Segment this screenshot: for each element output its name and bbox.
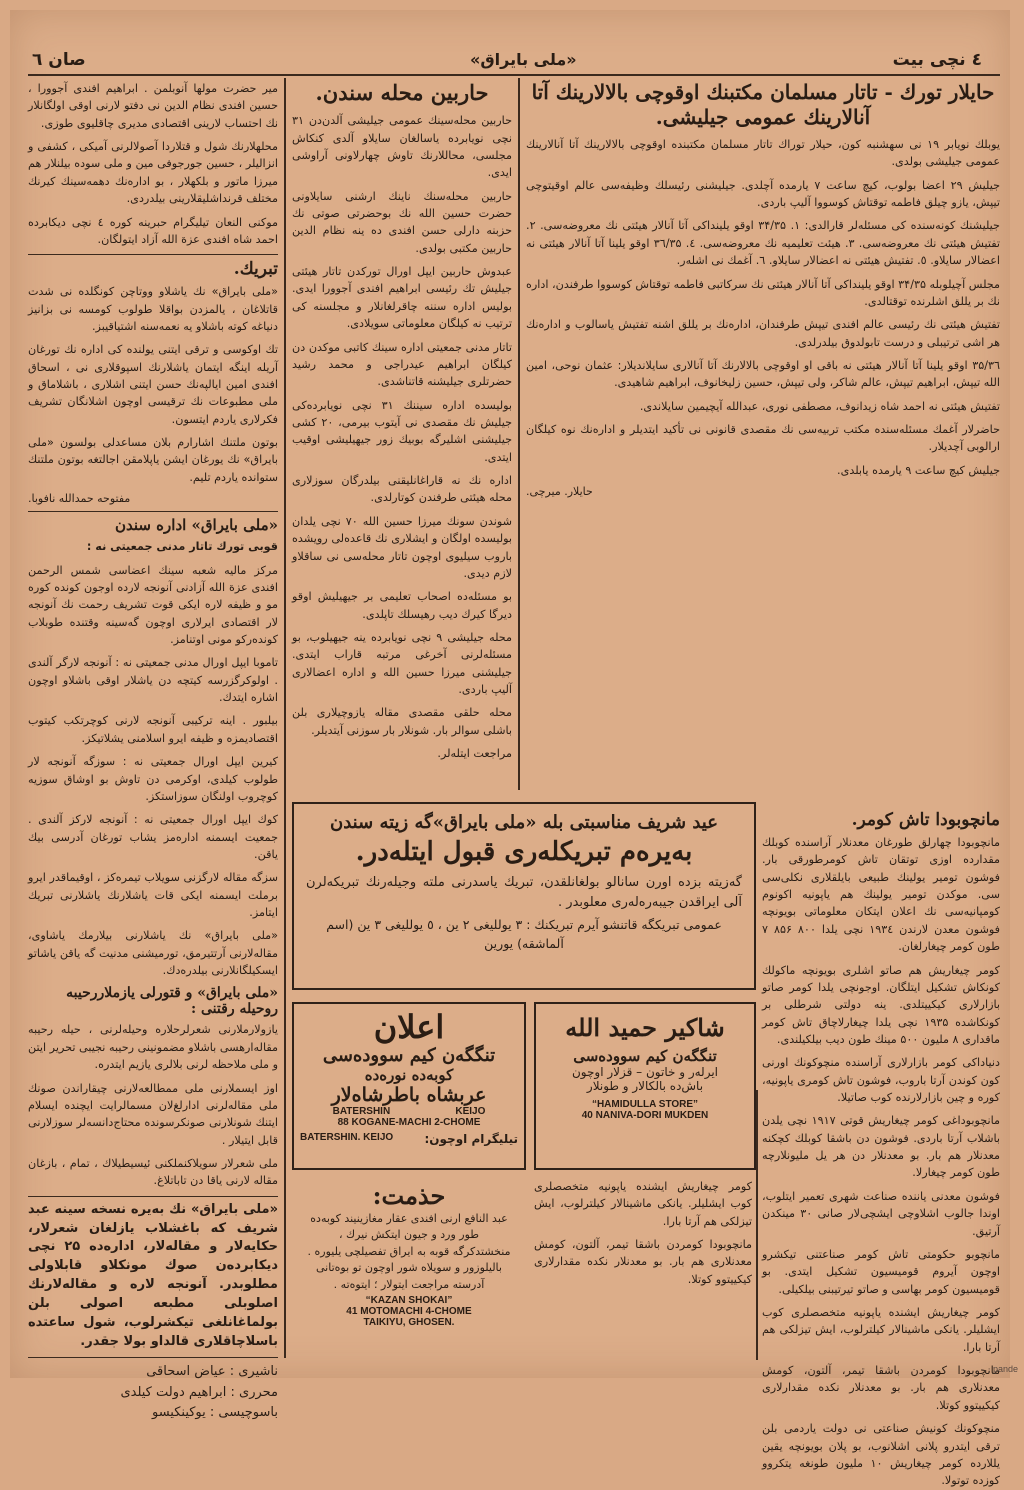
staff-printer: باسوچیسی : یوكینكیسو — [151, 1404, 278, 1420]
paragraph: منچوكونك كونیش صناعتی نی دولت یاردمی بلن ترقی ایتدرو پلانی اشلانوب، بو پلان بویونچه یقین یللارده كومر چیغاریش ۱۰ ملیون طونغه یتكروو كوزده توتولا. — [762, 1422, 1000, 1488]
paragraph: بوتون ملتنك اشارارم بلان مساعدلی بولسون «ملی بایراق» نك یورغان ایشن یاپلامقن اجالتغه بوتون ملتنك ستوانده یاردم تلیم. — [28, 436, 278, 484]
ad-line: كوبه‌ده — [411, 1066, 454, 1085]
signature: حایلار. میرچی. — [526, 485, 593, 499]
paragraph: مركز مالیه شعبه سینك اعضاسی شمس الرحمن افندی عزة الله آزادنی آنونجه لارده اوجون كونده كوره مو و ظیفه لاره ایكی قوت تشریف رحمت نك آنونجه لار اقتصادی ایرلاری اوچون گه‌سینه وقتنده طوبلاب كونده‌ركو مونی اوتنامز. — [28, 563, 278, 646]
page-number-right: ٤ نچی بیت — [892, 50, 982, 70]
society-subtitle: قوبی تورك تاتار مدنی جمعیتی نه : — [86, 540, 278, 554]
ad-latin-address: 40 NANIVA-DORI MUKDEN — [581, 1110, 709, 1122]
editorial-title: «ملی بایراق» و قتورلی یازملاررحیبه روحیله رقتنی : — [66, 985, 278, 1018]
greeting-paragraph: گه‌زیته بزده اورن سانالو بولغانلقدن، تبریك یاسدرنی ملته وجیله‌رنك تبریكه‌لرن آلی ایراقدن جیبه‌ره‌له‌ری معلوبدر . — [306, 875, 742, 910]
paragraph: بولیسده اداره سیننك ۳۱ نچی نویابرده‌كی جیلیش نك مقصدی‌ نی آیتوب بیرمی، ۲۰ كشی جیلیشنی اشلیرگه بوبیك زور جیهیلیشی اوقیب ایتدی. — [292, 398, 513, 464]
middle-column — [292, 80, 512, 792]
paragraph: مانچوبودا كومردن باشقا تیمر، آلتون، كومش معدنلاری هم بار. بو معدنلار نكده مقدارلاری كیكییتوو كوتلا. — [534, 1238, 752, 1286]
masthead-rule — [28, 74, 1000, 76]
ad-latin-address: 88 KOGANE-MACHI 2-CHOME — [337, 1117, 481, 1129]
column-divider-right — [518, 78, 520, 790]
signature: مفتوحه حمدالله نافوبا. — [28, 492, 131, 506]
newspaper-page — [10, 10, 1018, 1488]
ad-title: اعلان — [373, 1008, 445, 1046]
paragraph: یوبلك نویابر ۱۹ نی سهشنبه كون، حیلار توراك تاتار مسلمان مكتبنده اوقوچی بالالارینك آتا آنالارینك عمومی جیلیشی بولدی. — [526, 138, 1000, 169]
paragraph: یازولارملارنی شعرلرحلاره وحیله‌لرنی ، حیله رحیبه مقاله‌ارهسی باشلاو مضمونینی رحیبه نجیبی تحریر ایتن و ملی ملاحظه لرنی بلالری یازیم ایتدره. — [27, 1023, 278, 1072]
ad-telegram-latin: BATERSHIN. KEIJO — [300, 1132, 394, 1144]
paragraph: تفتیش هیئتی نك رئیسی عالم افندی تیپش طرفندان، اداره‌نك بر یللق اشنه تفتیش یاسالوب و اداره‌نك هر اشی ترتیبلی و درست تابولدوق بیلدرلدی. — [526, 318, 1000, 349]
paragraph: جیلیشنك كونه‌سنده كی مسئله‌لر قارالدی: ۱. ۳۴/۳۵ اوقو یلینداكی آتا آنالار هیئتی نك معروضه‌سی. ۲. تفتیش هیئتی نك معروضه‌سی. ۳. هیئت تعلیمیه نك معروضه‌سی. ٤. ۳٦/۳۵ اوقو یلینا آتا آنالار هیئتی نه اعضالار سایلاو. ٥. تفتیش هیئتی نه اعضالار سایلاو. ٦. آغمك نی اشله‌ر. — [526, 219, 1000, 268]
paragraph: مجلس آچیلوبله ۳۴/۳۵ اوقو یلینداكی آتا آنالار هیئتی نك سركاتبی فاطمه توقتاش كوسووا طرفندن، اداره‌ نك بر یللق اشلرنده توقتالدی. — [526, 277, 1000, 308]
ad-title: شاكیر حمید الله — [565, 1013, 725, 1042]
paragraph: مانچوبودا چهارلق طورغان معدنلار آراسنده كوبلك مقدارده اوزی توتقان تاش كومرطورقی بار. فوشون تومیر یولینك طبیعی بایلقلاری نكلی‌سی سی. موكدن تومیر یولینك هم یاپونیه اكونوم كومپانیه‌سی نك اعلان ایتكان معلوماتی بویونچه فوشون معدن لارندن ۱۹۳٤ نچی یلدا ۸۰۰ ۸۵۶ ۷ طون كومر چیغارلغان. — [762, 836, 1000, 954]
ad-service — [292, 1178, 526, 1360]
ad-line: آدرسته مراجعت ایتولار ؛ ایتوه‌ته . — [333, 1277, 485, 1291]
ad-line: نوره‌ده — [364, 1066, 407, 1085]
paragraph: میر حضرت مولها آنوبلمن . ابراهیم افندی آجوورا ، حسین افندی نظام الدین نی دفتو لارنی اوقی اولگانلار نك احتساب لارینی اقتصادی مدیری چاقلیوی طوزی. — [28, 82, 278, 130]
paragraph: تفتیش هیئتی نه احمد شاه زیدانوف، مصطفی نوری، عبدالله آیچیمین سایلاندی. — [639, 399, 1000, 413]
left-column — [27, 80, 278, 1420]
paragraph: عبدوش حاربین ایپل اورال توركدن تاتار هیئتی جیلیش تك رئیسی ابراهیم افندی آجوورا ایدی. بولیس اداره سننه چاقرلغانلار و مجلسنه كی ترتیب نه كیلگان معلوماتی سویلادی. — [292, 265, 512, 331]
greeting-title: عید شریف مناسبتی بله «ملی بایراق»گه زیته سندن — [330, 812, 718, 833]
ad-latin-name — [300, 1106, 518, 1117]
ad-title: حذمت: — [372, 1181, 446, 1210]
edge-tag: pande — [992, 1364, 1018, 1374]
ad-line: تنگگه‌ن كیم سووده‌سی — [573, 1047, 717, 1066]
greeting-offer: عمومی تبریكگه قاتنشو آیرم تبریكنك : ۳ یوللیغی ۲ ین ، ٥ یوللیغی ۳ ین (اسم آلماشقه) یورین — [326, 917, 722, 951]
page-number-left: صان ٦ — [32, 50, 86, 70]
section-rule — [28, 1196, 278, 1197]
staff-editor: محرری : ابراهیم دولت كیلدی — [120, 1384, 278, 1400]
ad-hamidulla — [534, 1002, 756, 1170]
paragraph: اوز ایسملارنی ملی ممطالعه‌لارنی چیقاراندن صونك ملی مقاله‌لرنی ادارلغ‌لان مسمالرایت ایچنده ایسلام ایتنك شونلارنی صونكرسونده محتاج‌دانسه‌لر سوزلارنی قابل ایتیلار . — [28, 1081, 278, 1147]
paragraph: كومر چیغاریش ایشنده یاپونیه متخصصلری كوب ایشلیلر. یانكی ماشینالار كیلترلوب، ایش تیزلكی هم آرتا بارا. — [762, 1305, 1000, 1354]
ad-latin-text: KEIJO — [455, 1106, 486, 1118]
greeting-main-line: به‌یره‌م تبریكله‌ری قبول ایتله‌در. — [355, 837, 693, 867]
paragraph: دنیاداكی كومر بازارلاری آراسنده منچوكونك اورنی كون كوندن آرتا باروب، فوشون تاش كومری یاپونیه، كوره و چین بازارلارنده كوب صاتیلا. — [762, 1056, 1000, 1105]
paragraph: ۳۵/۳٦ اوقو یلینا آتا آنالار هیئتی نه باقی او اوقوچی بالالارنك آتا آنالاری سایلاندیلار: عثمان نوحی، امین الله تیپش، ابراهیم تیپش، عالم شاكر، ولی تیپش، حسین زلیخانوف، ابراهیم شاهیدی. — [526, 358, 1000, 390]
paragraph: جیلیش ۲۹ اعضا بولوب، كیچ ساعت ۷ یارمده آچلدی. جیلیشنی رئیسلك وظیفه‌سی عالم اوقیتوچی تیپش، یازو چیلق فاطمه توقتاش كوسووا آلیپ باردی. — [526, 178, 1000, 210]
paragraph: كیرین ایپل اورال جمعیتی نه : سوزگه آنونجه لار طولوب كیلدی، اوكرمی دن تاوش بو اوشاق سوزیه كوچروب اولنگان سوزاستكز. — [28, 755, 278, 803]
coal-notice-title: مانچوبودا تاش كومر. — [851, 810, 1000, 830]
staff-publisher: ناشیری : عیاض اسحاقی — [146, 1364, 278, 1380]
paragraph: مانچوبودا كومردن باشقا تیمر، آلتون، كومش معدنلاری هم بار. بو معدنلار نكده مقدارلاری كیكییتوو كوتلا. — [762, 1364, 1000, 1412]
paragraph: «ملی بایراق» نك یاشلاو ووتاچن كونگلده نی شدت قاتلاغان ، یالمزدن بواقلا طولوب كومسه نی بزانیز دنیاغه كوته باشلاو یه نعمه‌سنه اشتیاقیبز. — [28, 285, 278, 333]
subscribe-paragraph: «ملی بایراق» نك به‌یره نسخه سینه عبد شریف كه باغشلاب یازلغان شعرلار، حكایه‌لار و مقاله‌لار، اداره‌ده ۲۵ نچی دیكابرده‌ن صوك مونكلاو قابلاولی مطلوبدر. آنونجه لاره و مقاله‌لارنك اصلوبلی مطبعه اصولی بلن بولماغانلغی تیكشرلوب، شول ساعتده باسلاچاقلاری قالداو بولا جقدر. — [28, 1201, 278, 1349]
ad-latin: TAIKIYU, GHOSEN. — [363, 1317, 455, 1329]
paragraph: «ملی بایراق» نك یاشلارنی بیلارمك یاشاوی، مقاله‌لارنی آرتتیرمق، تورمیشنی مدنیت‌ گه یاقن یاشاتو ایسكیلگانلارنی بیلدره‌دك. — [28, 929, 278, 978]
paragraph: ملی شعرلار سویلاكنملكنی ئیسیطیلاك ، تمام ، بازغان مقاله لارنی یاقا دن تاباتلاغ. — [28, 1156, 278, 1188]
paragraph: حاربین محله‌سنك ناینك ارشنی سایلاونی حضرت حسین الله نك بوحضرتی صوتی نك حزبنه دارلی حسن افندی ده ینه نظام الدین حاربین مكتبی بولدی. — [292, 189, 512, 255]
paragraph: كومر چیغاریش هم صاتو اشلری بویونچه ماكولك كونكاش تشكیل ایتلگان. اوجونچی یلدا كومر صاتو بازارلاری كیكییتلدی. ینه دولتی شرطلی بر كونكاشده ۱۹۳۵ نچی یلدا چیغارلاچاق تاش كومر ماقداری ۸ ملیون ۵۰۰ مینك طون دیب بیلكیلندی. — [762, 963, 1000, 1046]
paragraph: مانچوبو حكومتی تاش كومر صناعتنی تیكشرو اوچون آیروم قومیسیون تشكیل ایتدی. بو قومیسیون كومر بهاسی و صاتو تیرتیبنی بیلكیلی. — [762, 1247, 1000, 1296]
paragraph: شوندن سونك میرزا حسین الله ۷۰ نچی یلدان بولیسده اولگان و ایشلاری نك قاعده‌لی رویشده باروب سیلیوی اوچون تاتار محله‌سی نی ساقلاو لازم دیدی. — [292, 514, 512, 580]
paragraph: بو مسئله‌ده اصحاب تعلیمی بر جیهیلیش اوقو دیرگا كیرك دیب رهیسلك تاپلدی. — [292, 590, 512, 621]
coal-column-divider — [756, 1090, 758, 1360]
paragraph: جیلیش كیچ ساعت ۹ یارمده یابلدی. — [837, 463, 1000, 477]
ad-line: باش‌ده بالكالار و طونلار — [586, 1079, 704, 1094]
paragraph: فوشون معدنی یاننده صناعت شهری تعمیر ایتلوب، اوندا جالوب اشلاوچی ایشچی‌لار صانی ۳۰ مینكدن آرتیق. — [762, 1189, 1000, 1238]
ad-line: عربشاه باطرشاه‌لار — [331, 1084, 487, 1107]
paragraph: تك اوكوسی و ترقی ایتنی یولنده كی اداره نك تورغان آریله اینگه ایتمان یاشلارنك اسپوقلاری نی ، اسحاق افندی امین ایالپه‌نك حسن ایتنی اشلاری ، باشلاماق و ملی مطبوعات نك ترقیسی اوچون اشلانگان تشریف فكرلاری یاردم ایتسون. — [28, 343, 278, 426]
ad-line: عبد النافع ارنی افندی عقار مغازینیند كوبه‌ده — [310, 1211, 508, 1225]
paragraph: تاتار مدنی جمعیتی اداره سینك كاتبی موكدن دن كیلگان ابراهیم عیدراجی و محمد رشید حضرتلری جیلیشنه قاتناشدی. — [292, 340, 512, 389]
ad-line: منخشتدكرگه قوبه به ایراق تفصیلچی یلیوره . — [307, 1244, 511, 1258]
column-divider-left — [284, 78, 286, 1358]
coal-notice-column — [762, 806, 1000, 1488]
paragraph: حاربین محله‌سینك عمومی جیلیشی آلدن‌دن ۳۱ نچی نویابرده یاسالغان سایلاو آلدی كنكاش مجلسی، محاللارنك تاوش چهارلاونی آراوشی ایدی. — [292, 114, 512, 180]
ad-latin-store: “HAMIDULLA STORE” — [591, 1099, 699, 1111]
paragraph: حاضرلار آغمك مسئله‌سنده مكتب تربیه‌سی نك مقصدی قانونی‌ نی تأكید ایتدیلر و اداره‌نك نوه كیلگان ارالوبی آچدیلار. — [526, 423, 1000, 454]
ad-latin: “KAZAN SHOKAI” — [365, 1295, 453, 1307]
ad-batershin — [292, 1002, 526, 1170]
ad-line: تنگگه‌ن كیم سووده‌سی — [322, 1045, 496, 1067]
ad-latin: 41 MOTOMACHI 4-CHOME — [346, 1306, 472, 1318]
paragraph: تاموبا ایپل اورال مدنی جمعیتی نه : آنونجه لارگر آلندی . اولوكرگزرسه كیتچه دن یاشلار اوقی باشلاو اوچون اشاره ایتدك. — [28, 656, 278, 705]
ad-latin-text: BATERSHIN — [332, 1106, 391, 1118]
paragraph: محله حلقی مقصدی مقاله یازوچیلاری بلن باشلی سوالر بار. شونلار بار سوزنی آیتدیلر. — [292, 706, 512, 737]
paragraph: اداره نك نه قاراغانلیقنی بیلدرگان سوزلاری محله هیئتی طرفندن كوتارلدی. — [292, 474, 512, 505]
society-title: «ملی بایراق» اداره سندن — [114, 516, 278, 535]
congrats-title: تبریك. — [233, 259, 278, 280]
ad-telegram-label: تیلیگرام اوچون: — [424, 1132, 518, 1147]
headline-harbin: حاربین محله سندن. — [315, 80, 489, 105]
paragraph: بیلبور . اینه تركیبی آنونجه لارنی كوچرتكب كیتوب اقتصادیمزه و ظیفه ایرو اسلامنی یشلاتیكز. — [28, 714, 278, 745]
paragraph: مانچوبوداغی كومر چیغاریش قوتی ۱۹۱۷ نچی یلدن باشلاب آرتا باردی. فوشون دن باشقا كوبلك كچكنه معدنلار هم بار. بو معدنلار دن هر یل ملیونلارچه طون كومر چیغارلا. — [762, 1114, 1000, 1180]
paragraph: سزگه مقاله لارگزنی سویلاب تیمره‌كز ، اوقیماقدر ایرو برملت ایسمنه ایكی قات یاشلارنك یاشلارنی تبریك ایتامز. — [28, 871, 278, 920]
paragraph: كوك ایپل اورال جمعیتی نه : آنونجه لاركز آلندی . جمعیت ایسمنه اداره‌مز یشاب تورغان آدرسی بیك یاقن. — [28, 813, 278, 861]
ad-telegram — [300, 1132, 518, 1146]
headline-parents-meeting: حایلار تورك - تاتار مسلمان مكتبنك اوقوچی بالالارینك آتا آنالارینك عمومی جیلیشی. — [531, 80, 995, 129]
section-rule — [28, 511, 278, 512]
newspaper-title: «ملی بایراق» — [470, 50, 577, 69]
ad-line: طور ورد و جیون ایتكش نیرك ، — [338, 1228, 480, 1242]
ad-line: ایرله‌ر و خاتون – قزلار اوچون — [571, 1065, 719, 1080]
paragraph: كومر چیغاریش ایشنده یاپونیه متخصصلری كوب ایشلیلر. یانكی ماشینالار كیلترلوب، ایش تیزلكی هم آرتا بارا. — [534, 1180, 752, 1228]
ad-line — [300, 1066, 518, 1084]
greeting-box — [292, 802, 756, 990]
section-rule — [28, 254, 278, 255]
paragraph: موكنی النعان تیلیگرام حبرینه كوره ٤ نچی دیكابرده احمد شاه افندی عزة الله آزاد ایتولگان. — [28, 215, 278, 246]
ad-line: بالیلوزور و سویلاه شور اوچون تو بوه‌تانی — [316, 1261, 502, 1275]
lower-middle-column — [534, 1178, 752, 1360]
paragraph: مراجعت ایتله‌لر. — [437, 747, 512, 761]
paragraph: محله جیلیشی ۹ نچی نویابرده ینه جیهیلوب، بو مسئله‌لرنی آخرغی مرتبه قاراب ایتدی. جیلیشنی میرزا حسین الله و اداره اعضالاری آلیپ باردی. — [292, 630, 512, 697]
paragraph: محلهلارنك شول و قتلاردا آصولالرنی آمیكی ، كشفی و انزالیلر ، حسین جورجوفی مین و ملی سوده بیلنلار هم میرزا ماتور و بلكهلار ، بو اداره‌نك دهمه‌سینك كیرنك مختلف قرنداشلیقلارینی بیلدردی. — [28, 140, 278, 206]
right-column — [526, 80, 1000, 792]
section-rule — [28, 1357, 278, 1358]
